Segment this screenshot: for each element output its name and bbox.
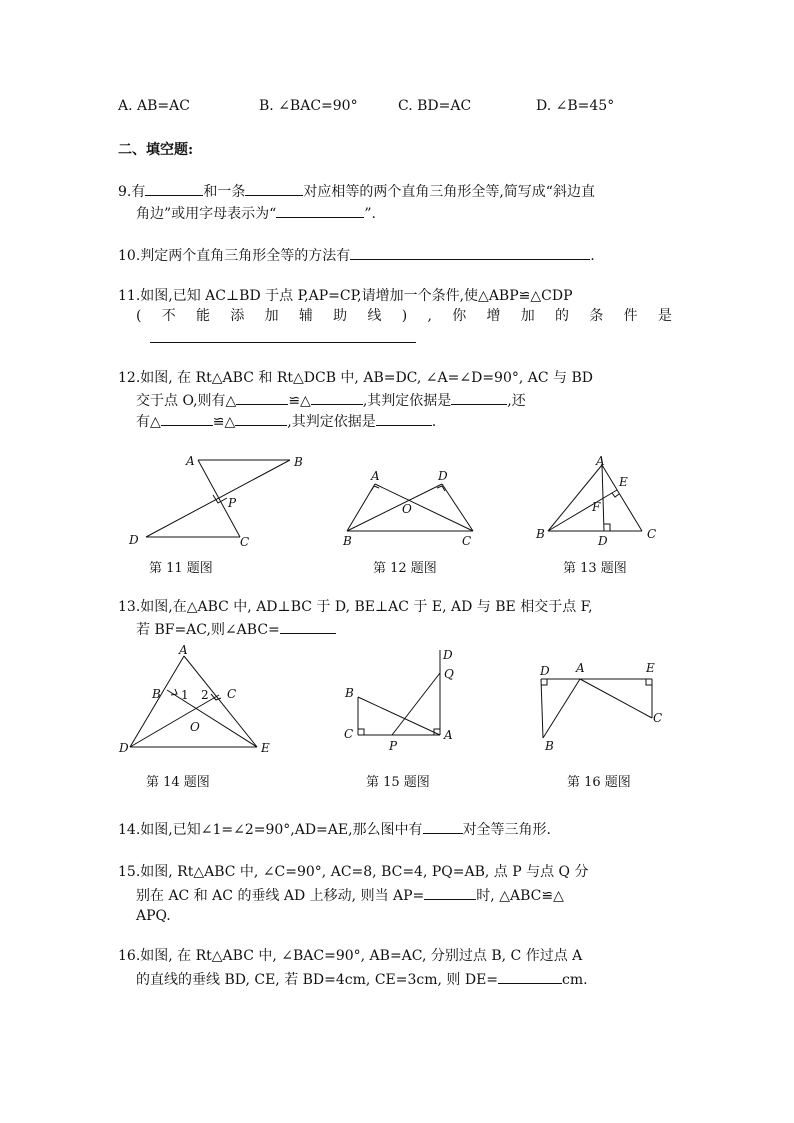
fig16-label-d: D: [540, 664, 550, 678]
fig13-label-d: D: [598, 534, 608, 548]
q15-line1: 15.如图, Rt△ABC 中, ∠C=90°, AC=8, BC=4, PQ=AB, 点 P 与点 Q 分: [118, 864, 589, 880]
q14-line: 14.如图,已知∠1=∠2=90°,AD=AE,那么图中有 对全等三角形.: [118, 818, 551, 840]
q9-blank-2[interactable]: [245, 180, 303, 196]
q12-blank-4[interactable]: [161, 410, 213, 426]
fig15-label-d: D: [443, 648, 453, 662]
q12-blank-1[interactable]: [236, 389, 288, 405]
q16-line1: 16.如图, 在 Rt△ABC 中, ∠BAC=90°, AB=AC, 分别过点 B, C 作过点 A: [118, 948, 583, 964]
fig13-label-b: B: [536, 527, 545, 541]
fig12-label-b: B: [343, 534, 352, 548]
fig15-label-q: Q: [444, 667, 454, 681]
q15-line2: 别在 AC 和 AC 的垂线 AD 上移动, 则当 AP= 时, △ABC≌△: [136, 884, 564, 906]
section-title: 二、填空题:: [118, 142, 194, 158]
q12-line3: 有△ ≌△ ,其判定依据是 .: [136, 410, 436, 432]
q8-option-b: B. ∠BAC=90°: [259, 98, 358, 114]
q9-blank-3[interactable]: [276, 202, 364, 218]
fig14-label-e: E: [261, 741, 270, 755]
q12-line1: 12.如图, 在 Rt△ABC 和 Rt△DCB 中, AB=DC, ∠A=∠D=90°, AC 与 BD: [118, 370, 594, 386]
q12-blank-6[interactable]: [376, 410, 432, 426]
q9-line2: 角边”或用字母表示为“ ”.: [136, 202, 376, 224]
fig12-label-a: A: [371, 469, 380, 483]
q15-blank[interactable]: [424, 884, 476, 900]
q11-answer-line[interactable]: [150, 342, 416, 343]
fig11-label-d: D: [129, 533, 139, 547]
fig13-label-c: C: [647, 527, 657, 541]
q8-option-a: A. AB=AC: [118, 98, 190, 114]
q9-blank-1[interactable]: [145, 180, 203, 196]
q10-blank[interactable]: [350, 244, 590, 260]
q12-line2: 交于点 O,则有△ ≌△ ,其判定依据是 ,还: [136, 389, 526, 411]
fig11-label-p: P: [228, 496, 237, 510]
fig12-label-c: C: [462, 534, 472, 548]
fig16-label-b: B: [545, 739, 554, 753]
q11-line2: ( 不 能 添 加 辅 助 线 ) , 你 增 加 的 条 件 是: [136, 308, 672, 324]
fig13-label-e: E: [619, 475, 628, 489]
q13-line1: 13.如图,在△ABC 中, AD⊥BC 于 D, BE⊥AC 于 E, AD 与 BE 相交于点 F,: [118, 599, 593, 615]
fig14-label-o: O: [190, 720, 200, 734]
fig14-label-c: C: [227, 687, 237, 701]
q9-line1: 9.有 和一条 对应相等的两个直角三角形全等,简写成“斜边直: [118, 180, 595, 202]
fig16-label-e: E: [646, 661, 655, 675]
fig15-label-p: P: [389, 739, 398, 753]
caption-fig-14: 第 14 题图: [146, 775, 210, 790]
fig15-label-a: A: [444, 728, 453, 742]
fig14-label-a: A: [179, 643, 188, 657]
fig14-label-2: 2: [201, 688, 209, 702]
caption-fig-16: 第 16 题图: [567, 775, 631, 790]
fig12-label-o: O: [402, 502, 412, 516]
caption-fig-15: 第 15 题图: [366, 775, 430, 790]
q8-option-c: C. BD=AC: [398, 98, 472, 114]
fig12-label-d: D: [438, 469, 448, 483]
q12-blank-5[interactable]: [235, 410, 287, 426]
q11-line1: 11.如图,已知 AC⊥BD 于点 P,AP=CP,请增加一个条件,使△ABP≌△CDP: [118, 288, 573, 304]
fig11-label-c: C: [240, 535, 250, 549]
caption-fig-12: 第 12 题图: [373, 561, 437, 576]
q8-option-d: D. ∠B=45°: [536, 98, 615, 114]
q14-blank[interactable]: [423, 818, 463, 834]
q13-blank[interactable]: [280, 618, 336, 634]
q13-line2: 若 BF=AC,则∠ABC=: [136, 618, 336, 640]
fig16-label-c: C: [653, 711, 663, 725]
fig15-label-c: C: [344, 727, 354, 741]
q12-blank-3[interactable]: [451, 389, 507, 405]
fig11-label-a: A: [186, 454, 195, 468]
fig14-label-b: B: [152, 687, 161, 701]
q15-line3: APQ.: [136, 908, 171, 924]
fig13-label-a: A: [596, 454, 605, 468]
q16-line2: 的直线的垂线 BD, CE, 若 BD=4cm, CE=3cm, 则 DE= cm.: [136, 968, 588, 990]
caption-fig-11: 第 11 题图: [149, 561, 213, 576]
q16-blank[interactable]: [498, 968, 562, 984]
fig14-label-1: 1: [181, 688, 189, 702]
fig16-label-a: A: [576, 661, 585, 675]
q12-blank-2[interactable]: [311, 389, 363, 405]
fig14-label-d: D: [119, 741, 129, 755]
q10-line: 10.判定两个直角三角形全等的方法有 .: [118, 244, 595, 266]
fig11-label-b: B: [294, 455, 303, 469]
fig13-label-f: F: [592, 500, 601, 514]
fig15-label-b: B: [345, 686, 354, 700]
caption-fig-13: 第 13 题图: [563, 561, 627, 576]
